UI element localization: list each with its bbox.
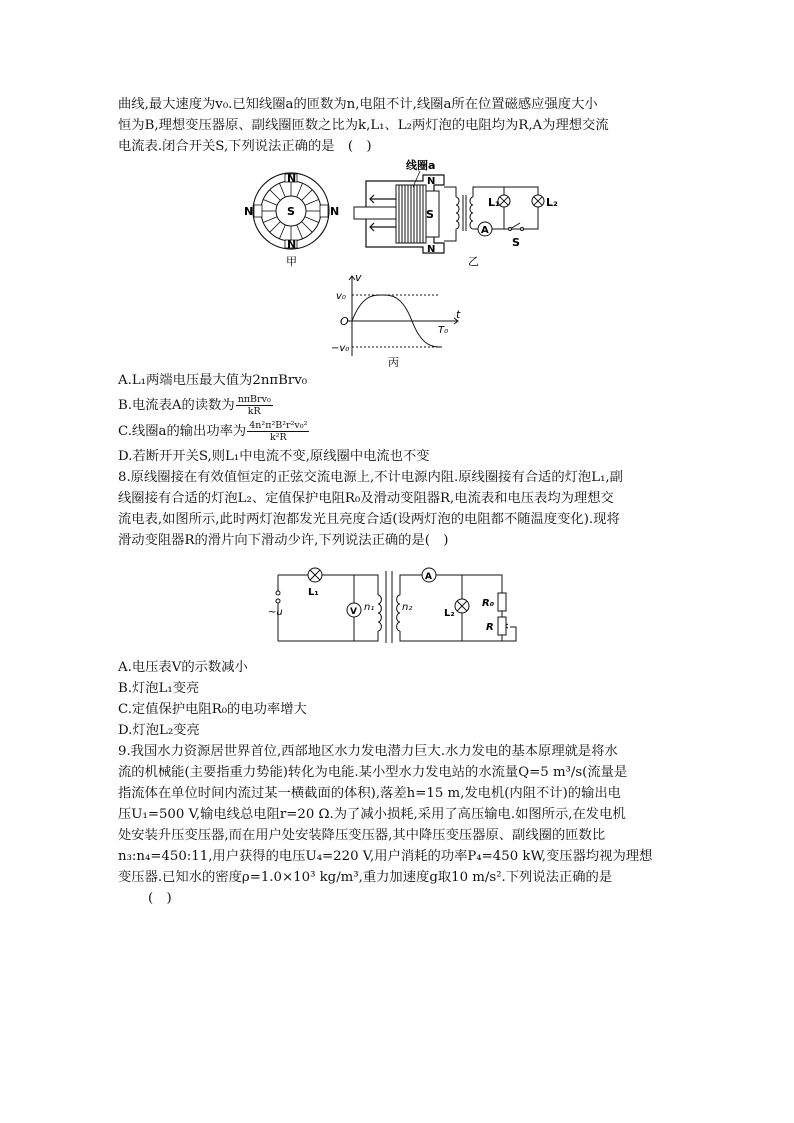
- q8-option-D: D.灯泡L₂变亮: [118, 723, 200, 738]
- q8-stem: [118, 467, 684, 551]
- source-u-label: ~u: [268, 607, 283, 618]
- q9-stem-line: 指流体在单位时间内流过某一横截面的体积),落差h=15 m,发电机(内阻不计)的输出电: [118, 786, 621, 801]
- switch-label: S: [512, 236, 520, 249]
- q9-answer-bracket: ( ): [148, 891, 172, 906]
- option-text: C.线圈a的输出功率为: [118, 424, 247, 439]
- jia-magnet-diagram: [244, 172, 339, 268]
- fraction-numerator: 4n²π²B²r²v₀²: [249, 420, 308, 431]
- q7-stem: [118, 94, 684, 157]
- q9-stem-line: 压U₁=500 V,输电线总电阻r=20 Ω.为了减小损耗,采用了高压输电.如图所示,在发电机: [118, 807, 626, 822]
- rheostat-R-label: R: [486, 622, 494, 633]
- q8-option-A: A.电压表V的示数减小: [118, 660, 248, 675]
- turns-n1-label: n₁: [364, 602, 375, 613]
- fraction: [247, 420, 309, 443]
- option-text: B.电流表A的读数为: [118, 398, 235, 413]
- figure-caption-yi: 乙: [468, 255, 479, 268]
- q7-stem-line: 恒为B,理想变压器原、副线圈匝数之比为k,L₁、L₂两灯泡的电阻均为R,A为理想交流: [118, 118, 609, 133]
- pole-label: S: [426, 208, 434, 221]
- pole-label: S: [287, 205, 295, 218]
- turns-n2-label: n₂: [402, 602, 413, 613]
- q8-stem-line: 流电表,如图所示,此时两灯泡都发光且亮度合适(设两灯泡的电阻都不随温度变化).现将: [118, 512, 620, 527]
- exam-page: [118, 94, 684, 909]
- fraction: [236, 394, 273, 417]
- pole-label: N: [287, 172, 297, 185]
- graph-v-label: v: [355, 271, 362, 284]
- q7-option-B: [118, 394, 684, 417]
- q7-option-C: [118, 420, 684, 443]
- lamp-L1-label: L₁: [488, 196, 500, 209]
- graph-neg-v0-label: −v₀: [331, 343, 350, 354]
- figure-caption-bing: 丙: [388, 356, 399, 367]
- q8-circuit-diagram: [118, 555, 684, 655]
- q8-stem-line: 滑动变阻器R的滑片向下滑动少许,下列说法正确的是( ): [118, 533, 449, 548]
- q7-option-D: D.若断开开关S,则L₁中电流不变,原线圈中电流也不变: [118, 449, 430, 464]
- yi-generator-diagram: [354, 158, 558, 268]
- pole-label: N: [427, 176, 436, 187]
- q9-stem-line: 9.我国水力资源居世界首位,西部地区水力发电潜力巨大.水力发电的基本原理就是将水: [118, 744, 618, 759]
- q7-options: [118, 370, 684, 467]
- pole-label: N: [287, 238, 297, 251]
- lamp-L2-label: L₂: [546, 196, 558, 209]
- q7-figure-generator: [118, 157, 684, 269]
- coil-a-label: 线圈a: [406, 159, 436, 172]
- q8-options: [118, 657, 684, 741]
- q7-figure-vt-graph: [118, 271, 684, 367]
- pole-label: N: [427, 244, 436, 255]
- lamp-L1-label: L₁: [308, 587, 319, 598]
- q9-stem: [118, 741, 684, 909]
- pole-label: N: [244, 205, 254, 218]
- q9-stem-line: 流的机械能(主要指重力势能)转化为电能.某小型水力发电站的水流量Q=5 m³/s(流量是: [118, 765, 628, 780]
- graph-t-label: t: [456, 308, 461, 321]
- q8-stem-line: 8.原线圈接在有效值恒定的正弦交流电源上,不计电源内阻.原线圈接有合适的灯泡L₁,副: [118, 470, 623, 485]
- lamp-L2-label: L₂: [444, 608, 455, 619]
- figure-caption-jia: 甲: [286, 255, 297, 268]
- graph-origin-label: O: [340, 315, 349, 328]
- resistor-R0-label: R₀: [482, 598, 495, 609]
- fraction-numerator: nπBrv₀: [237, 394, 271, 405]
- q9-stem-line: 变压器.已知水的密度ρ=1.0×10³ kg/m³,重力加速度g取10 m/s².下列说法正确的是: [118, 870, 613, 885]
- pole-label: N: [330, 205, 340, 218]
- ammeter-label: A: [425, 572, 432, 582]
- voltmeter-label: V: [350, 607, 357, 617]
- q8-option-C: C.定值保护电阻R₀的电功率增大: [118, 702, 307, 717]
- fraction-denominator: k²R: [269, 432, 287, 443]
- q9-stem-line: n₃:n₄=450:11,用户获得的电压U₄=220 V,用户消耗的功率P₄=450 kW,变压器均视为理想: [118, 849, 653, 864]
- fraction-denominator: kR: [247, 406, 261, 417]
- ammeter-label: A: [481, 225, 489, 236]
- q9-stem-line: 处安装升压变压器,而在用户处安装降压变压器,其中降压变压器原、副线圈的匝数比: [118, 828, 606, 843]
- graph-v0-label: v₀: [336, 291, 346, 302]
- graph-T0-label: T₀: [438, 325, 449, 336]
- q8-option-B: B.灯泡L₁变亮: [118, 681, 200, 696]
- q7-stem-line: 曲线,最大速度为v₀.已知线圈a的匝数为n,电阻不计,线圈a所在位置磁感应强度大小: [118, 97, 598, 112]
- q7-stem-line: 电流表.闭合开关S,下列说法正确的是 ( ): [118, 139, 372, 154]
- q8-stem-line: 线圈接有合适的灯泡L₂、定值保护电阻R₀及滑动变阻器R,电流表和电压表均为理想交: [118, 491, 614, 506]
- q7-option-A: A.L₁两端电压最大值为2nπBrv₀: [118, 373, 308, 388]
